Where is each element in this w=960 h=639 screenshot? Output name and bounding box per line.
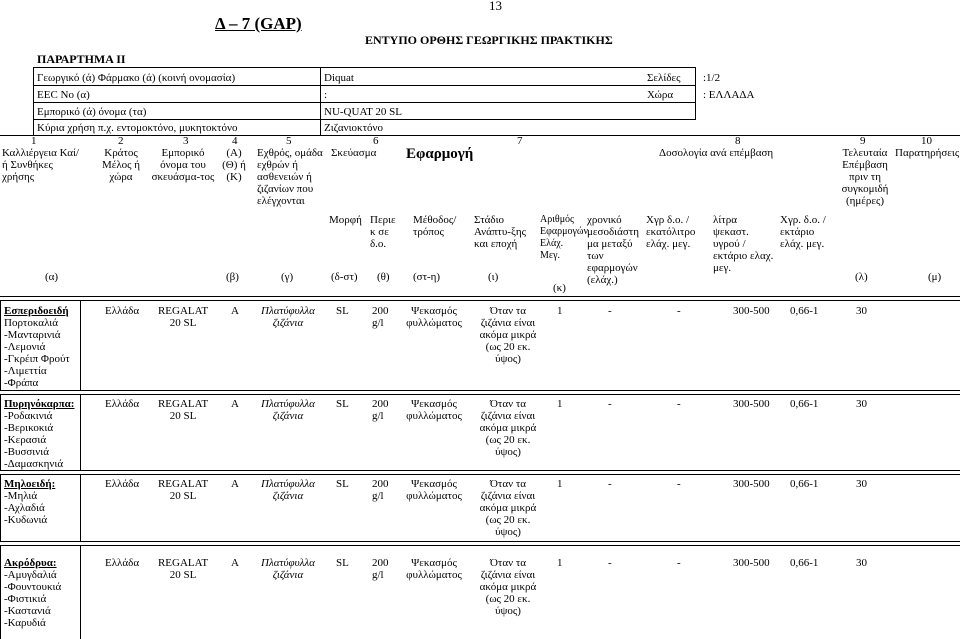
col-number: 1 bbox=[31, 135, 37, 147]
crop-items: -Ροδακινιά -Βερικοκιά -Κερασιά -Βυσσινιά -Δαμασκηνιά bbox=[4, 410, 64, 470]
cell-pest: Πλατύφυλλα ζιζάνια bbox=[261, 557, 315, 581]
cell-country: Ελλάδα bbox=[105, 398, 140, 410]
main-use-value: Ζιζανιοκτόνο bbox=[324, 122, 383, 134]
cell-kg-ha: 0,66-1 bbox=[790, 478, 819, 490]
crop-title: Μηλοειδή: bbox=[4, 478, 56, 490]
header-phi: Τελευταία Επέμβαση πριν τη συγκομιδή (ημέρες) bbox=[841, 147, 889, 207]
cell-product: REGALAT 20 SL bbox=[157, 398, 209, 422]
cell-type: A bbox=[231, 478, 239, 490]
cell-kg-ha: 0,66-1 bbox=[790, 305, 819, 317]
letter-c: (γ) bbox=[281, 271, 294, 283]
crop-title: Πυρηνόκαρπα: bbox=[4, 398, 75, 410]
cell-stage: Όταν τα ζιζάνια είναι ακόμα μικρά (ως 20 εκ. ύψος) bbox=[479, 305, 537, 365]
trade-name-value: NU-QUAT 20 SL bbox=[324, 106, 403, 118]
cell-kg-hl: - bbox=[677, 305, 681, 317]
cell-form: SL bbox=[336, 305, 349, 317]
cell-type: A bbox=[231, 557, 239, 569]
header-method: Μέθοδος/ τρόπος bbox=[413, 214, 457, 238]
cell-country: Ελλάδα bbox=[105, 305, 140, 317]
col-number: 5 bbox=[286, 135, 292, 147]
cell-content: 200 g/l bbox=[372, 305, 389, 329]
cell-interval: - bbox=[608, 557, 612, 569]
cell-kg-ha: 0,66-1 bbox=[790, 398, 819, 410]
col-number: 9 bbox=[860, 135, 866, 147]
cell-pest: Πλατύφυλλα ζιζάνια bbox=[261, 305, 315, 329]
cell-method: Ψεκασμός φυλλώματος bbox=[406, 398, 462, 422]
eec-value: : bbox=[324, 89, 328, 101]
header-member-state: Κράτος Μέλος ή χώρα bbox=[101, 147, 141, 183]
col-number: 2 bbox=[118, 135, 124, 147]
col-number: 10 bbox=[921, 135, 932, 147]
header-kg-ai-ha: Χγρ. δ.ο. /εκτάριο ελάχ. μεγ. bbox=[780, 214, 826, 250]
crop-items: -Αμυγδαλιά -Φουντουκιά -Φιστικιά -Καστανιά -Καρυδιά bbox=[4, 569, 62, 629]
letter-i: (ι) bbox=[488, 271, 499, 283]
header-remarks: Παρατηρήσεις bbox=[895, 147, 960, 159]
col-number: 6 bbox=[373, 135, 379, 147]
pages-value: :1/2 bbox=[703, 72, 721, 84]
col-number: 3 bbox=[183, 135, 189, 147]
cell-apps: 1 bbox=[557, 557, 563, 569]
cell-method: Ψεκασμός φυλλώματος bbox=[406, 557, 462, 581]
cell-pest: Πλατύφυλλα ζιζάνια bbox=[261, 398, 315, 422]
header-kg-ai-hl: Χγρ δ.ο. / εκατόλιτρο ελάχ. μεγ. bbox=[646, 214, 696, 250]
cell-form: SL bbox=[336, 398, 349, 410]
cell-stage: Όταν τα ζιζάνια είναι ακόμα μικρά (ως 20 εκ. ύψος) bbox=[479, 478, 537, 538]
header-interval: χρονικό μεσοδιάστη μα μεταξύ των εφαρμογών (ελάχ.) bbox=[587, 214, 639, 286]
cell-method: Ψεκασμός φυλλώματος bbox=[406, 478, 462, 502]
header-formulation: Σκεύασμα bbox=[331, 147, 377, 159]
cell-kg-hl: - bbox=[677, 478, 681, 490]
cell-apps: 1 bbox=[557, 398, 563, 410]
header-dosage: Δοσολογία ανά επέμβαση bbox=[659, 147, 774, 159]
letter-th: (θ) bbox=[377, 271, 390, 283]
cell-content: 200 g/l bbox=[372, 398, 389, 422]
cell-kg-ha: 0,66-1 bbox=[790, 557, 819, 569]
crop-title: Εσπεριδοειδή bbox=[4, 305, 69, 317]
col-number: 7 bbox=[517, 135, 523, 147]
active-substance-value: Diquat bbox=[324, 72, 354, 84]
crop-items: Πορτοκαλιά -Μανταρινιά -Λεμονιά -Γκρέιπ Φρούτ -Λιμεττία -Φράπα bbox=[4, 317, 70, 389]
letter-l: (λ) bbox=[855, 271, 868, 283]
cell-phi: 30 bbox=[856, 305, 867, 317]
cell-water: 300-500 bbox=[733, 305, 770, 317]
cell-interval: - bbox=[608, 305, 612, 317]
cell-apps: 1 bbox=[557, 305, 563, 317]
cell-country: Ελλάδα bbox=[105, 478, 140, 490]
cell-country: Ελλάδα bbox=[105, 557, 140, 569]
letter-a: (α) bbox=[45, 271, 59, 283]
cell-product: REGALAT 20 SL bbox=[157, 557, 209, 581]
country-value: : ΕΛΛΑΔΑ bbox=[703, 89, 755, 101]
cell-content: 200 g/l bbox=[372, 557, 389, 581]
cell-kg-hl: - bbox=[677, 398, 681, 410]
col-number: 4 bbox=[232, 135, 238, 147]
letter-b: (β) bbox=[226, 271, 239, 283]
letter-sth: (στ-η) bbox=[413, 271, 441, 283]
header-content: Περιε κ σε δ.ο. bbox=[370, 214, 396, 250]
cell-water: 300-500 bbox=[733, 478, 770, 490]
header-application: Εφαρμογή bbox=[406, 146, 474, 162]
cell-product: REGALAT 20 SL bbox=[157, 305, 209, 329]
cell-content: 200 g/l bbox=[372, 478, 389, 502]
cell-phi: 30 bbox=[856, 398, 867, 410]
letter-m: (μ) bbox=[928, 271, 942, 283]
cell-apps: 1 bbox=[557, 478, 563, 490]
cell-form: SL bbox=[336, 557, 349, 569]
cell-type: A bbox=[231, 305, 239, 317]
header-crop: Καλλιέργεια Καί/ή Συνθήκες χρήσης bbox=[2, 147, 79, 183]
page-number: 13 bbox=[489, 0, 502, 13]
cell-interval: - bbox=[608, 398, 612, 410]
cell-stage: Όταν τα ζιζάνια είναι ακόμα μικρά (ως 20 εκ. ύψος) bbox=[479, 557, 537, 617]
letter-dst: (δ-στ) bbox=[331, 271, 358, 283]
trade-name-label: Εμπορικό (ά) όνομα (τα) bbox=[37, 106, 147, 118]
cell-phi: 30 bbox=[856, 557, 867, 569]
cell-water: 300-500 bbox=[733, 398, 770, 410]
header-number-of-applications: Αριθμός Εφαρμογών Ελάχ. Μεγ. bbox=[540, 214, 588, 261]
cell-form: SL bbox=[336, 478, 349, 490]
crop-title: Ακρόδρυα: bbox=[4, 557, 57, 569]
active-substance-label: Γεωργικό (ά) Φάρμακο (ά) (κοινή ονομασία) bbox=[37, 72, 236, 84]
header-stage: Στάδιο Ανάπτυ-ξης και εποχή bbox=[474, 214, 526, 250]
cell-interval: - bbox=[608, 478, 612, 490]
cell-type: A bbox=[231, 398, 239, 410]
header-type: (Α) (Θ) ή (Κ) bbox=[222, 147, 246, 183]
cell-kg-hl: - bbox=[677, 557, 681, 569]
header-trade-name: Εμπορικό όνομα του σκευάσμα-τος bbox=[151, 147, 215, 183]
doc-code: Δ – 7 (GAP) bbox=[215, 14, 302, 33]
header-form: Μορφή bbox=[329, 214, 362, 226]
annex-title: ΠΑΡΑΡΤΗΜΑ ΙΙ bbox=[37, 52, 126, 66]
cell-phi: 30 bbox=[856, 478, 867, 490]
cell-stage: Όταν τα ζιζάνια είναι ακόμα μικρά (ως 20 εκ. ύψος) bbox=[479, 398, 537, 458]
header-water-l-ha: λίτρα ψεκαστ. υγρού / εκτάριο ελαχ. μεγ. bbox=[713, 214, 774, 274]
cell-water: 300-500 bbox=[733, 557, 770, 569]
form-title: ΕΝΤΥΠΟ ΟΡΘΗΣ ΓΕΩΡΓΙΚΗΣ ΠΡΑΚΤΙΚΗΣ bbox=[365, 33, 613, 47]
col-number: 8 bbox=[735, 135, 741, 147]
eec-label: EEC No (α) bbox=[37, 89, 90, 101]
cell-method: Ψεκασμός φυλλώματος bbox=[406, 305, 462, 329]
header-pest: Εχθρός, ομάδα εχθρών ή ασθενειών ή ζιζανίων που ελέγχονται bbox=[257, 147, 323, 207]
main-use-label: Κύρια χρήση π.χ. εντομοκτόνο, μυκητοκτόνο bbox=[37, 122, 238, 134]
crop-items: -Μηλιά -Αχλαδιά -Κυδωνιά bbox=[4, 490, 48, 526]
cell-product: REGALAT 20 SL bbox=[157, 478, 209, 502]
pages-label: Σελίδες bbox=[647, 72, 681, 84]
letter-k: (κ) bbox=[553, 282, 566, 294]
country-label: Χώρα bbox=[647, 89, 674, 101]
cell-pest: Πλατύφυλλα ζιζάνια bbox=[261, 478, 315, 502]
